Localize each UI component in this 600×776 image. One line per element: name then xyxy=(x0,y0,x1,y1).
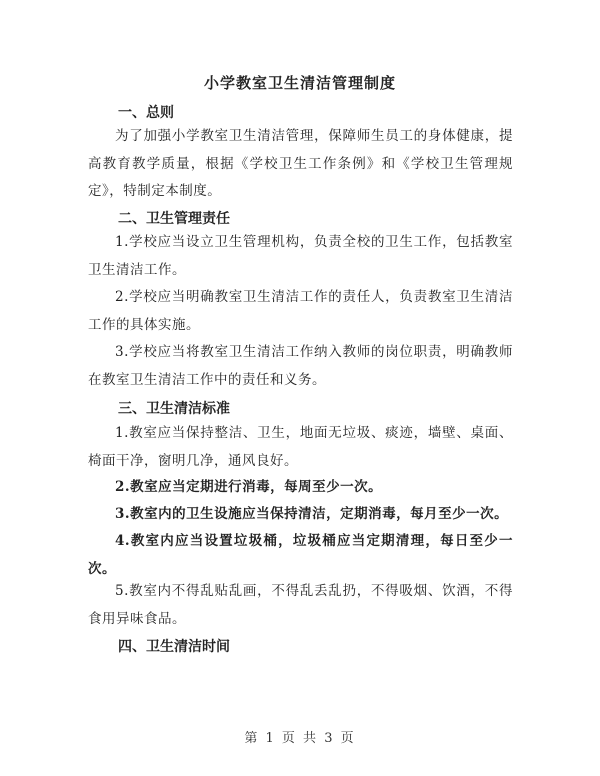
section-heading-schedule: 四、卫生清洁时间 xyxy=(118,639,230,655)
responsibility-item-2: 2.学校应当明确教室卫生清洁工作的责任人，负责教室卫生清洁工作的具体实施。 xyxy=(88,289,513,333)
standard-item-4: 4.教室内应当设置垃圾桶，垃圾桶应当定期清理，每日至少一次。 xyxy=(88,533,513,577)
section-heading-standards: 三、卫生清洁标准 xyxy=(118,401,230,417)
standard-item-3: 3.教室内的卫生设施应当保持清洁，定期消毒，每月至少一次。 xyxy=(115,506,509,522)
paragraph-general: 为了加强小学教室卫生清洁管理，保障师生员工的身体健康，提高教育教学质量，根据《学校卫生工作条例》和《学校卫生管理规定》，特制定本制度。 xyxy=(88,128,513,199)
page-number: 第 1 页 共 3 页 xyxy=(244,731,356,746)
standard-item-2: 2.教室应当定期进行消毒，每周至少一次。 xyxy=(115,479,383,495)
responsibility-item-3: 3.学校应当将教室卫生清洁工作纳入教师的岗位职责，明确教师在教室卫生清洁工作中的责任和义务。 xyxy=(88,344,513,388)
standard-item-5: 5.教室内不得乱贴乱画，不得乱丢乱扔，不得吸烟、饮酒，不得食用异味食品。 xyxy=(88,583,513,627)
section-heading-responsibility: 二、卫生管理责任 xyxy=(118,211,230,227)
section-heading-general: 一、总则 xyxy=(118,105,174,121)
responsibility-item-1: 1.学校应当设立卫生管理机构，负责全校的卫生工作，包括教室卫生清洁工作。 xyxy=(88,234,513,278)
page-title: 小学教室卫生清洁管理制度 xyxy=(203,74,396,92)
standard-item-1: 1.教室应当保持整洁、卫生，地面无垃圾、痰迹，墙壁、桌面、椅面干净，窗明几净，通风良好。 xyxy=(88,425,513,469)
